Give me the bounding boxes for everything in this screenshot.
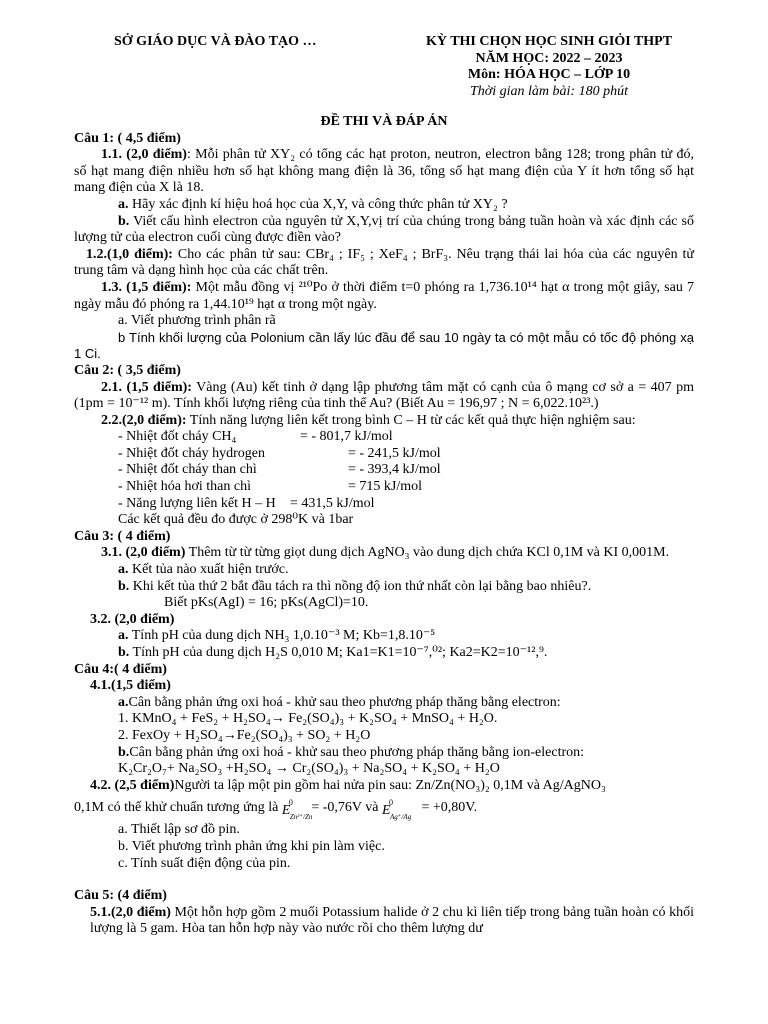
question-4-heading: Câu 4:( 4 điểm): [74, 661, 167, 677]
q3-2-b: b. Tính pH của dung dịch H₂S 0,010 M; Ka1=K1=10⁻⁷,⁰²; Ka2=K2=10⁻¹²,⁹.: [118, 645, 548, 660]
spacer: [74, 872, 694, 888]
q1-3-text: 1.3. (1,5 điểm): Một mẫu đồng vị ²¹⁰Po ở thời điểm t=0 phóng ra 1,736.10¹⁴ hạt α trong một giây, sau 7 ngày mẫu đó phóng ra 1,44.10¹⁹ hạt α trong một ngày.: [74, 279, 694, 312]
question-1-heading: Câu 1: ( 4,5 điểm): [74, 130, 181, 146]
question-3-heading: Câu 3: ( 4 điểm): [74, 528, 171, 544]
document-header: [74, 34, 694, 104]
question-5-heading: Câu 5: (4 điểm): [74, 888, 167, 904]
q1-1-text: 1.1. (2,0 điểm): Mỗi phân tử XY₂ có tổng các hạt proton, neutron, electron bằng 128; trong phân tử đó, số hạt mang điện nhiều hơn số hạt không mang điện là 36, tổng số hạt mang điện của Y ít hơn tổng số hạt mang điện của X là 18.: [74, 147, 694, 196]
q4-2-b: b. Viết phương trình phản ứng khi pin làm việc.: [118, 838, 385, 854]
q4-1-label: 4.1.(1,5 điểm): [90, 678, 171, 694]
q3-2-label: 3.2. (2,0 điểm): [90, 611, 175, 627]
q4-2-text: 4.2. (2,5 điểm)Người ta lập một pin gồm hai nửa pin sau: Zn/Zn(NO₃)₂ 0,1M và Ag/AgNO₃: [90, 777, 606, 793]
measurement-note: Các kết quả đều đo được ở 298⁰K và 1bar: [118, 512, 354, 528]
equation-2: 2. FexOy + H₂SO₄→Fe₂(SO₄)₃ + SO₂ + H₂O: [118, 727, 371, 743]
q1-1-b: b. Viết cấu hình electron của nguyên tử X,Y,vị trí của chúng trong bảng tuần hoàn và xác định các số lượng tử của electron cuối cùng được điền vào?: [74, 213, 694, 246]
exam-page: [74, 34, 694, 938]
exam-info: [404, 34, 694, 100]
q3-1-a: a. Kết tủa nào xuất hiện trước.: [118, 562, 289, 578]
q1-3-b: b Tính khối lượng của Polonium cần lấy lúc đầu để sau 10 ngày ta có một mẫu có tốc độ phóng xạ 1 Ci.: [74, 329, 694, 362]
q1-1-a: a. Hãy xác định kí hiệu hoá học của X,Y, và công thức phân tử XY₂ ?: [118, 196, 508, 212]
enthalpy-list: [74, 429, 694, 529]
q1-3-a: a. Viết phương trình phân rã: [118, 313, 276, 329]
q4-2-a: a. Thiết lập sơ đồ pin.: [118, 822, 240, 838]
e-zn-symbol: E 0 Zn²⁺/Zn: [281, 798, 313, 822]
q3-1-b: b. Khi kết tủa thứ 2 bắt đầu tách ra thì nồng độ ion thứ nhất còn lại bằng bao nhiêu?.: [118, 578, 592, 594]
enthalpy-row: - Năng lượng liên kết H – H = 431,5 kJ/mol: [118, 495, 375, 511]
q3-1-known: Biết pKs(AgI) = 16; pKs(AgCl)=10.: [164, 595, 369, 611]
enthalpy-row: - Nhiệt đốt cháy CH₄ = - 801,7 kJ/mol: [118, 429, 393, 445]
q1-2-text: 1.2.(1,0 điểm): Cho các phân tử sau: CBr₄ ; IF₅ ; XeF₄ ; BrF₃. Nêu trạng thái lai hóa của các nguyên tử trung tâm và dạng hình học của các chất trên.: [74, 246, 694, 279]
enthalpy-row: - Nhiệt đốt cháy than chì = - 393,4 kJ/mol: [118, 462, 441, 478]
q2-2-text: 2.2.(2,0 điểm): Tính năng lượng liên kết trong bình C – H từ các kết quả thực hiện nghiệm sau:: [101, 412, 636, 428]
e-ag-symbol: E 0 Ag⁺/Ag: [382, 798, 412, 822]
q4-1-a: a.Cân bằng phản ứng oxi hoá - khử sau theo phương pháp thăng bằng electron:: [118, 694, 561, 710]
q3-1-text: 3.1. (2,0 điểm) Thêm từ từ từng giọt dung dịch AgNO₃ vào dung dịch chứa KCl 0,1M và KI 0,001M.: [101, 545, 670, 561]
equation-1: 1. KMnO₄ + FeS₂ + H₂SO₄→ Fe₂(SO₄)₃ + K₂SO₄ + MnSO₄ + H₂O.: [118, 711, 498, 727]
question-2-heading: Câu 2: ( 3,5 điểm): [74, 362, 181, 378]
q2-1-text: 2.1. (1,5 điểm): Vàng (Au) kết tinh ở dạng lập phương tâm mặt có cạnh của ô mạng cơ sở a = 407 pm (1pm = 10⁻¹² m). Tính khối lượng riêng của tinh thể Au? (Biết Au = 196,97 ; N = 6,022.10²³.): [74, 379, 694, 412]
department-name: SỞ GIÁO DỤC VÀ ĐÀO TẠO …: [114, 34, 317, 49]
subject: Môn: HÓA HỌC – LỚP 10: [467, 67, 631, 83]
enthalpy-row: - Nhiệt hóa hơi than chì = 715 kJ/mol: [118, 479, 423, 495]
enthalpy-row: - Nhiệt đốt cháy hydrogen = - 241,5 kJ/mol: [118, 445, 441, 461]
q4-2-potentials: 0,1M có thế khử chuẩn tương ứng là E 0 Zn²⁺/Zn = -0,76V và E 0 Ag⁺/Ag = +0,80V.: [74, 798, 478, 822]
q3-2-a: a. Tính pH của dung dịch NH₃ 1,0.10⁻³ M; Kb=1,8.10⁻⁵: [118, 628, 436, 644]
exam-name: KỲ THI CHỌN HỌC SINH GIỎI THPT: [425, 34, 673, 49]
q5-1-text: 5.1.(2,0 điểm) Một hỗn hợp gồm 2 muối Potassium halide ở 2 chu kì liên tiếp trong bảng tuần hoàn có khối lượng là 5 gam. Hòa tan hỗn hợp này vào nước rồi cho thêm lượng dư: [90, 904, 694, 937]
school-year: NĂM HỌC: 2022 – 2023: [475, 50, 623, 66]
document-title: ĐỀ THI VÀ ĐÁP ÁN: [320, 114, 448, 129]
duration: Thời gian làm bài: 180 phút: [470, 83, 628, 99]
equation-3: K₂Cr₂O₇+ Na₂SO₃ +H₂SO₄ → Cr₂(SO₄)₃ + Na₂SO₄ + K₂SO₄ + H₂O: [118, 761, 500, 777]
q4-1-b: b.Cân bằng phản ứng oxi hoá - khử sau theo phương pháp thăng bằng ion-electron:: [118, 744, 585, 760]
q4-2-c: c. Tính suất điện động của pin.: [118, 855, 291, 871]
